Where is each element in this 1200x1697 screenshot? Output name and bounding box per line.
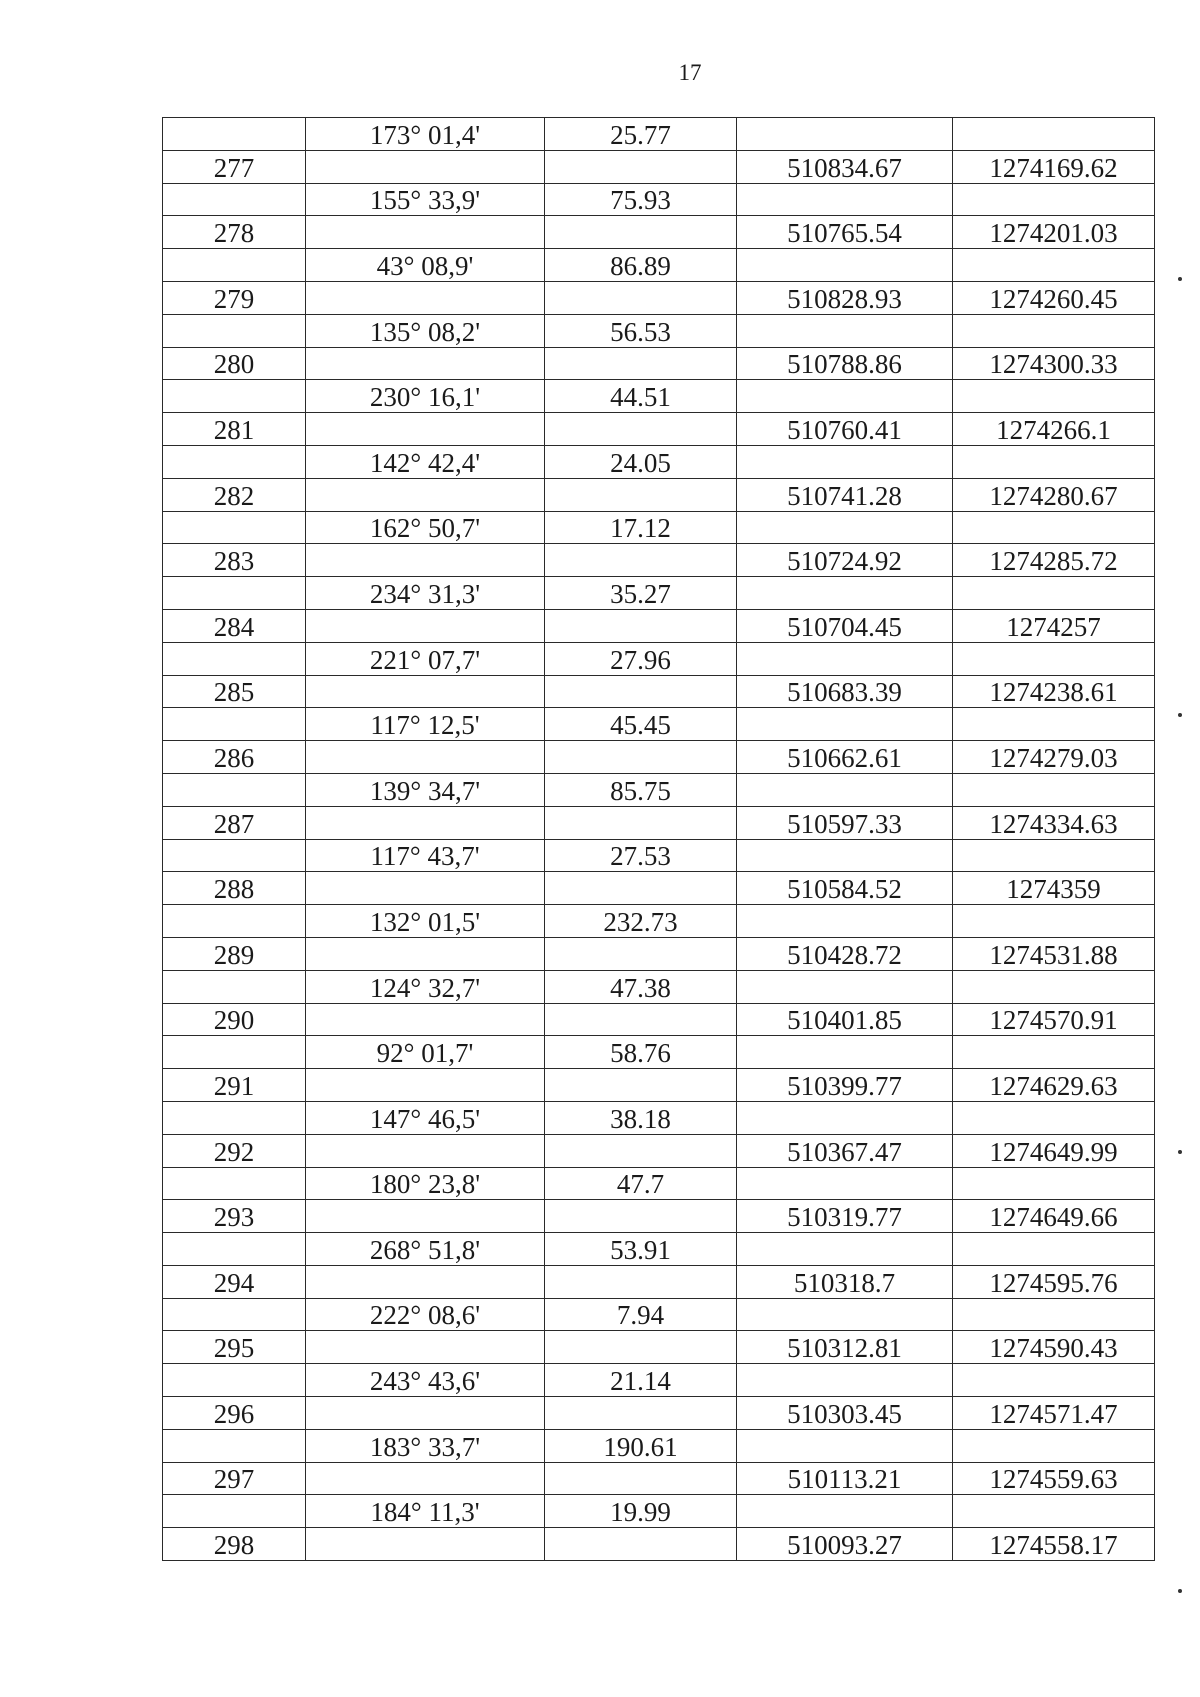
margin-dot xyxy=(1178,1589,1182,1593)
distance-cell xyxy=(545,281,737,314)
distance-cell: 58.76 xyxy=(545,1036,737,1069)
y-coordinate-cell: 1274559.63 xyxy=(953,1462,1155,1495)
direction-angle-cell xyxy=(306,609,545,642)
y-coordinate-cell xyxy=(953,511,1155,544)
y-coordinate-cell: 1274558.17 xyxy=(953,1528,1155,1561)
y-coordinate-cell xyxy=(953,249,1155,282)
x-coordinate-cell xyxy=(737,1036,953,1069)
distance-cell xyxy=(545,675,737,708)
point-number-cell: 298 xyxy=(163,1528,306,1561)
point-number-cell xyxy=(163,1233,306,1266)
direction-angle-cell xyxy=(306,675,545,708)
distance-cell: 45.45 xyxy=(545,708,737,741)
point-number-cell: 282 xyxy=(163,478,306,511)
point-number-cell: 277 xyxy=(163,150,306,183)
point-number-cell: 297 xyxy=(163,1462,306,1495)
point-number-cell xyxy=(163,1036,306,1069)
direction-angle-cell xyxy=(306,413,545,446)
point-number-cell: 284 xyxy=(163,609,306,642)
y-coordinate-cell xyxy=(953,1495,1155,1528)
table-row xyxy=(163,478,1155,511)
direction-angle-cell xyxy=(306,1462,545,1495)
distance-cell: 19.99 xyxy=(545,1495,737,1528)
table-row xyxy=(163,970,1155,1003)
point-number-cell: 279 xyxy=(163,281,306,314)
distance-cell xyxy=(545,347,737,380)
table-row xyxy=(163,806,1155,839)
point-number-cell: 294 xyxy=(163,1265,306,1298)
y-coordinate-cell: 1274590.43 xyxy=(953,1331,1155,1364)
point-number-cell xyxy=(163,1298,306,1331)
y-coordinate-cell xyxy=(953,642,1155,675)
distance-cell xyxy=(545,1331,737,1364)
x-coordinate-cell xyxy=(737,708,953,741)
y-coordinate-cell xyxy=(953,183,1155,216)
x-coordinate-cell: 510724.92 xyxy=(737,544,953,577)
table-row xyxy=(163,1528,1155,1561)
table-row xyxy=(163,937,1155,970)
point-number-cell: 283 xyxy=(163,544,306,577)
y-coordinate-cell xyxy=(953,773,1155,806)
x-coordinate-cell xyxy=(737,511,953,544)
table-row xyxy=(163,773,1155,806)
y-coordinate-cell xyxy=(953,1101,1155,1134)
direction-angle-cell xyxy=(306,281,545,314)
y-coordinate-cell: 1274257 xyxy=(953,609,1155,642)
direction-angle-cell: 43° 08,9' xyxy=(306,249,545,282)
direction-angle-cell xyxy=(306,1397,545,1430)
direction-angle-cell xyxy=(306,1331,545,1364)
distance-cell xyxy=(545,1200,737,1233)
table-row xyxy=(163,905,1155,938)
x-coordinate-cell: 510113.21 xyxy=(737,1462,953,1495)
point-number-cell xyxy=(163,642,306,675)
x-coordinate-cell xyxy=(737,1495,953,1528)
distance-cell xyxy=(545,872,737,905)
x-coordinate-cell xyxy=(737,1429,953,1462)
direction-angle-cell: 230° 16,1' xyxy=(306,380,545,413)
y-coordinate-cell xyxy=(953,118,1155,151)
distance-cell xyxy=(545,1069,737,1102)
y-coordinate-cell: 1274334.63 xyxy=(953,806,1155,839)
x-coordinate-cell: 510312.81 xyxy=(737,1331,953,1364)
x-coordinate-cell: 510741.28 xyxy=(737,478,953,511)
table-row xyxy=(163,1495,1155,1528)
y-coordinate-cell xyxy=(953,970,1155,1003)
table-row xyxy=(163,1200,1155,1233)
x-coordinate-cell xyxy=(737,1167,953,1200)
point-number-cell xyxy=(163,380,306,413)
margin-dot xyxy=(1178,713,1182,717)
distance-cell: 85.75 xyxy=(545,773,737,806)
point-number-cell xyxy=(163,511,306,544)
direction-angle-cell xyxy=(306,741,545,774)
table-row xyxy=(163,413,1155,446)
x-coordinate-cell: 510704.45 xyxy=(737,609,953,642)
x-coordinate-cell: 510319.77 xyxy=(737,1200,953,1233)
y-coordinate-cell xyxy=(953,1233,1155,1266)
distance-cell xyxy=(545,1397,737,1430)
point-number-cell xyxy=(163,183,306,216)
distance-cell: 47.7 xyxy=(545,1167,737,1200)
margin-dot xyxy=(1178,1150,1182,1154)
direction-angle-cell xyxy=(306,872,545,905)
coordinates-table-body xyxy=(163,118,1155,1561)
x-coordinate-cell xyxy=(737,773,953,806)
x-coordinate-cell: 510399.77 xyxy=(737,1069,953,1102)
table-row xyxy=(163,1265,1155,1298)
y-coordinate-cell: 1274571.47 xyxy=(953,1397,1155,1430)
direction-angle-cell xyxy=(306,150,545,183)
point-number-cell xyxy=(163,1429,306,1462)
x-coordinate-cell xyxy=(737,380,953,413)
table-row xyxy=(163,544,1155,577)
x-coordinate-cell: 510765.54 xyxy=(737,216,953,249)
point-number-cell: 292 xyxy=(163,1134,306,1167)
y-coordinate-cell: 1274629.63 xyxy=(953,1069,1155,1102)
x-coordinate-cell: 510093.27 xyxy=(737,1528,953,1561)
y-coordinate-cell xyxy=(953,314,1155,347)
direction-angle-cell xyxy=(306,478,545,511)
point-number-cell: 286 xyxy=(163,741,306,774)
x-coordinate-cell: 510662.61 xyxy=(737,741,953,774)
direction-angle-cell: 117° 12,5' xyxy=(306,708,545,741)
direction-angle-cell: 180° 23,8' xyxy=(306,1167,545,1200)
table-row xyxy=(163,1397,1155,1430)
x-coordinate-cell: 510584.52 xyxy=(737,872,953,905)
point-number-cell: 289 xyxy=(163,937,306,970)
distance-cell: 53.91 xyxy=(545,1233,737,1266)
table-row xyxy=(163,347,1155,380)
y-coordinate-cell: 1274266.1 xyxy=(953,413,1155,446)
distance-cell xyxy=(545,937,737,970)
distance-cell: 25.77 xyxy=(545,118,737,151)
point-number-cell: 278 xyxy=(163,216,306,249)
x-coordinate-cell xyxy=(737,183,953,216)
table-row xyxy=(163,314,1155,347)
point-number-cell xyxy=(163,970,306,1003)
distance-cell xyxy=(545,741,737,774)
table-row xyxy=(163,1036,1155,1069)
distance-cell: 44.51 xyxy=(545,380,737,413)
direction-angle-cell: 173° 01,4' xyxy=(306,118,545,151)
y-coordinate-cell xyxy=(953,1036,1155,1069)
distance-cell: 38.18 xyxy=(545,1101,737,1134)
table-row xyxy=(163,741,1155,774)
y-coordinate-cell: 1274300.33 xyxy=(953,347,1155,380)
distance-cell xyxy=(545,609,737,642)
distance-cell: 17.12 xyxy=(545,511,737,544)
x-coordinate-cell: 510597.33 xyxy=(737,806,953,839)
point-number-cell xyxy=(163,773,306,806)
y-coordinate-cell xyxy=(953,905,1155,938)
point-number-cell xyxy=(163,118,306,151)
coordinates-table xyxy=(162,117,1155,1561)
distance-cell: 86.89 xyxy=(545,249,737,282)
point-number-cell xyxy=(163,1167,306,1200)
y-coordinate-cell xyxy=(953,1167,1155,1200)
x-coordinate-cell xyxy=(737,970,953,1003)
distance-cell xyxy=(545,806,737,839)
direction-angle-cell: 183° 33,7' xyxy=(306,1429,545,1462)
point-number-cell: 287 xyxy=(163,806,306,839)
table-row xyxy=(163,872,1155,905)
y-coordinate-cell: 1274595.76 xyxy=(953,1265,1155,1298)
table-row xyxy=(163,380,1155,413)
direction-angle-cell: 222° 08,6' xyxy=(306,1298,545,1331)
distance-cell: 21.14 xyxy=(545,1364,737,1397)
direction-angle-cell xyxy=(306,1069,545,1102)
direction-angle-cell xyxy=(306,1265,545,1298)
point-number-cell xyxy=(163,905,306,938)
distance-cell: 47.38 xyxy=(545,970,737,1003)
point-number-cell: 285 xyxy=(163,675,306,708)
margin-dot xyxy=(1178,277,1182,281)
x-coordinate-cell: 510834.67 xyxy=(737,150,953,183)
table-row xyxy=(163,281,1155,314)
direction-angle-cell: 139° 34,7' xyxy=(306,773,545,806)
y-coordinate-cell xyxy=(953,1364,1155,1397)
direction-angle-cell xyxy=(306,1200,545,1233)
y-coordinate-cell: 1274285.72 xyxy=(953,544,1155,577)
distance-cell: 56.53 xyxy=(545,314,737,347)
y-coordinate-cell xyxy=(953,577,1155,610)
point-number-cell: 291 xyxy=(163,1069,306,1102)
y-coordinate-cell: 1274201.03 xyxy=(953,216,1155,249)
y-coordinate-cell xyxy=(953,839,1155,872)
point-number-cell: 288 xyxy=(163,872,306,905)
direction-angle-cell: 142° 42,4' xyxy=(306,445,545,478)
direction-angle-cell xyxy=(306,806,545,839)
distance-cell xyxy=(545,216,737,249)
y-coordinate-cell xyxy=(953,1429,1155,1462)
x-coordinate-cell xyxy=(737,1298,953,1331)
distance-cell xyxy=(545,1134,737,1167)
x-coordinate-cell: 510760.41 xyxy=(737,413,953,446)
table-row xyxy=(163,183,1155,216)
table-row xyxy=(163,1331,1155,1364)
x-coordinate-cell: 510318.7 xyxy=(737,1265,953,1298)
distance-cell: 232.73 xyxy=(545,905,737,938)
point-number-cell: 280 xyxy=(163,347,306,380)
distance-cell: 7.94 xyxy=(545,1298,737,1331)
distance-cell xyxy=(545,1462,737,1495)
y-coordinate-cell: 1274531.88 xyxy=(953,937,1155,970)
distance-cell xyxy=(545,478,737,511)
y-coordinate-cell: 1274570.91 xyxy=(953,1003,1155,1036)
distance-cell xyxy=(545,1265,737,1298)
distance-cell xyxy=(545,544,737,577)
x-coordinate-cell xyxy=(737,577,953,610)
distance-cell xyxy=(545,150,737,183)
table-row xyxy=(163,150,1155,183)
direction-angle-cell: 155° 33,9' xyxy=(306,183,545,216)
point-number-cell xyxy=(163,577,306,610)
table-row xyxy=(163,1233,1155,1266)
x-coordinate-cell xyxy=(737,642,953,675)
table-row xyxy=(163,1167,1155,1200)
y-coordinate-cell: 1274169.62 xyxy=(953,150,1155,183)
direction-angle-cell: 184° 11,3' xyxy=(306,1495,545,1528)
direction-angle-cell: 234° 31,3' xyxy=(306,577,545,610)
x-coordinate-cell xyxy=(737,314,953,347)
direction-angle-cell: 243° 43,6' xyxy=(306,1364,545,1397)
point-number-cell xyxy=(163,249,306,282)
table-row xyxy=(163,249,1155,282)
distance-cell: 27.96 xyxy=(545,642,737,675)
x-coordinate-cell: 510303.45 xyxy=(737,1397,953,1430)
table-row xyxy=(163,1134,1155,1167)
direction-angle-cell: 92° 01,7' xyxy=(306,1036,545,1069)
distance-cell: 24.05 xyxy=(545,445,737,478)
y-coordinate-cell: 1274649.99 xyxy=(953,1134,1155,1167)
table-row xyxy=(163,839,1155,872)
y-coordinate-cell: 1274280.67 xyxy=(953,478,1155,511)
direction-angle-cell: 135° 08,2' xyxy=(306,314,545,347)
x-coordinate-cell: 510401.85 xyxy=(737,1003,953,1036)
distance-cell: 27.53 xyxy=(545,839,737,872)
x-coordinate-cell xyxy=(737,1364,953,1397)
point-number-cell: 293 xyxy=(163,1200,306,1233)
direction-angle-cell: 124° 32,7' xyxy=(306,970,545,1003)
direction-angle-cell xyxy=(306,1003,545,1036)
distance-cell xyxy=(545,1003,737,1036)
point-number-cell xyxy=(163,839,306,872)
point-number-cell xyxy=(163,1495,306,1528)
point-number-cell xyxy=(163,445,306,478)
y-coordinate-cell: 1274649.66 xyxy=(953,1200,1155,1233)
x-coordinate-cell: 510683.39 xyxy=(737,675,953,708)
direction-angle-cell xyxy=(306,937,545,970)
distance-cell: 35.27 xyxy=(545,577,737,610)
y-coordinate-cell: 1274238.61 xyxy=(953,675,1155,708)
x-coordinate-cell: 510828.93 xyxy=(737,281,953,314)
y-coordinate-cell xyxy=(953,708,1155,741)
y-coordinate-cell xyxy=(953,445,1155,478)
distance-cell xyxy=(545,413,737,446)
table-row xyxy=(163,1101,1155,1134)
table-row xyxy=(163,511,1155,544)
x-coordinate-cell xyxy=(737,905,953,938)
x-coordinate-cell xyxy=(737,1233,953,1266)
direction-angle-cell: 221° 07,7' xyxy=(306,642,545,675)
point-number-cell xyxy=(163,1101,306,1134)
point-number-cell: 290 xyxy=(163,1003,306,1036)
y-coordinate-cell xyxy=(953,380,1155,413)
x-coordinate-cell xyxy=(737,445,953,478)
y-coordinate-cell: 1274260.45 xyxy=(953,281,1155,314)
x-coordinate-cell xyxy=(737,118,953,151)
table-row xyxy=(163,445,1155,478)
table-row xyxy=(163,1069,1155,1102)
table-row xyxy=(163,642,1155,675)
x-coordinate-cell: 510788.86 xyxy=(737,347,953,380)
point-number-cell xyxy=(163,1364,306,1397)
table-row xyxy=(163,708,1155,741)
y-coordinate-cell xyxy=(953,1298,1155,1331)
point-number-cell xyxy=(163,708,306,741)
y-coordinate-cell: 1274279.03 xyxy=(953,741,1155,774)
table-row xyxy=(163,675,1155,708)
direction-angle-cell xyxy=(306,1134,545,1167)
table-row xyxy=(163,1364,1155,1397)
table-row xyxy=(163,577,1155,610)
distance-cell xyxy=(545,1528,737,1561)
direction-angle-cell xyxy=(306,216,545,249)
table-row xyxy=(163,1429,1155,1462)
x-coordinate-cell: 510367.47 xyxy=(737,1134,953,1167)
direction-angle-cell xyxy=(306,347,545,380)
direction-angle-cell: 162° 50,7' xyxy=(306,511,545,544)
x-coordinate-cell xyxy=(737,1101,953,1134)
point-number-cell: 295 xyxy=(163,1331,306,1364)
x-coordinate-cell: 510428.72 xyxy=(737,937,953,970)
x-coordinate-cell xyxy=(737,249,953,282)
direction-angle-cell: 147° 46,5' xyxy=(306,1101,545,1134)
direction-angle-cell: 132° 01,5' xyxy=(306,905,545,938)
point-number-cell: 281 xyxy=(163,413,306,446)
table-row xyxy=(163,609,1155,642)
table-row xyxy=(163,216,1155,249)
point-number-cell xyxy=(163,314,306,347)
direction-angle-cell: 268° 51,8' xyxy=(306,1233,545,1266)
direction-angle-cell xyxy=(306,544,545,577)
table-row xyxy=(163,118,1155,151)
table-row xyxy=(163,1298,1155,1331)
direction-angle-cell: 117° 43,7' xyxy=(306,839,545,872)
page-number: 17 xyxy=(678,60,702,85)
table-row xyxy=(163,1003,1155,1036)
x-coordinate-cell xyxy=(737,839,953,872)
distance-cell: 75.93 xyxy=(545,183,737,216)
distance-cell: 190.61 xyxy=(545,1429,737,1462)
y-coordinate-cell: 1274359 xyxy=(953,872,1155,905)
direction-angle-cell xyxy=(306,1528,545,1561)
point-number-cell: 296 xyxy=(163,1397,306,1430)
table-row xyxy=(163,1462,1155,1495)
